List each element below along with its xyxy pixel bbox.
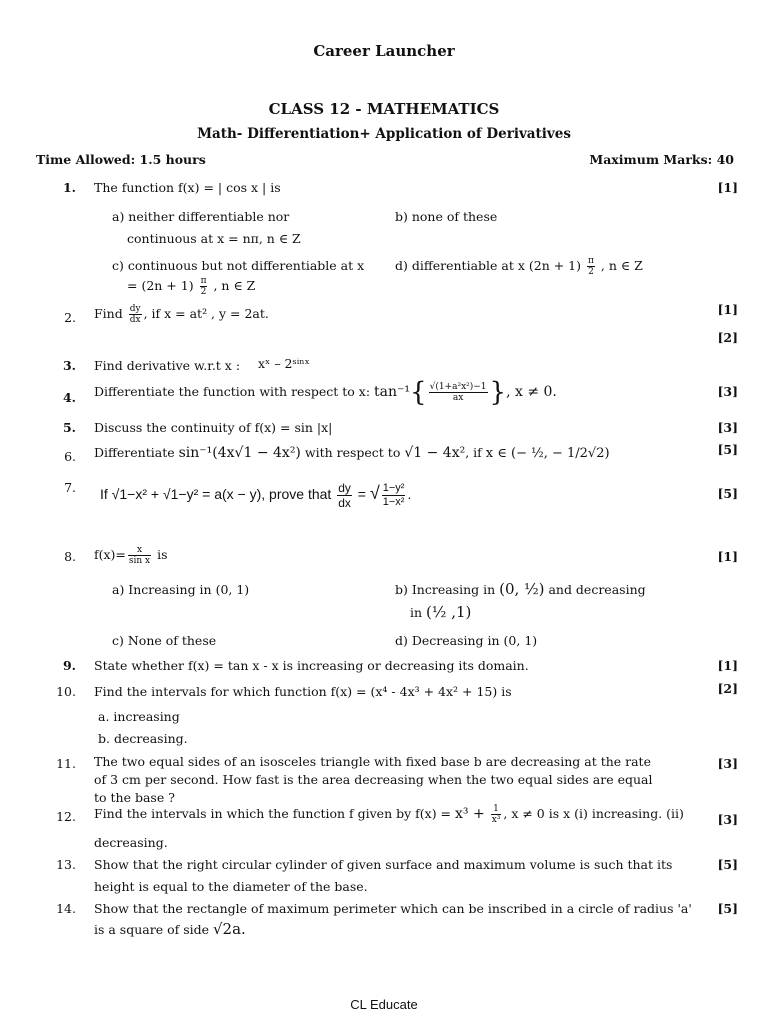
q2-number: 2. xyxy=(64,310,76,325)
q8-number: 8. xyxy=(64,549,76,564)
q4-marks: [3] xyxy=(717,384,738,399)
q10-marks: [2] xyxy=(717,681,738,696)
q6-marks: [5] xyxy=(717,442,738,457)
q7-marks: [5] xyxy=(717,486,738,501)
institution-title: Career Launcher xyxy=(313,42,455,60)
q10-part-a: a. increasing xyxy=(98,709,180,724)
q13-marks: [5] xyxy=(717,857,738,872)
q12-marks: [3] xyxy=(717,812,738,827)
q8-option-b-line1: b) Increasing in (0, ½) and decreasing xyxy=(395,580,646,598)
q1-option-a-line1: a) neither differentiable nor xyxy=(112,209,290,224)
class-title: CLASS 12 - MATHEMATICS xyxy=(268,100,500,118)
q5-number: 5. xyxy=(62,420,76,435)
q10-number: 10. xyxy=(56,684,76,699)
q1-marks: [1] xyxy=(717,180,738,195)
q12-text-line2: decreasing. xyxy=(94,835,168,850)
q1-option-c-line1: c) continuous but not differentiable at x xyxy=(112,258,365,273)
q12-text-line1: Find the intervals in which the function f given by f(x) = x³ + $\frac{1}{\text{x³}}$ , x ≠ 0 is x (i) increasing. (ii) xyxy=(94,804,684,825)
q8-option-c: c) None of these xyxy=(112,633,217,648)
q4-number: 4. xyxy=(62,390,76,405)
q7-number: 7. xyxy=(64,480,76,495)
q9-number: 9. xyxy=(62,658,76,673)
q2-marks-1: [1] xyxy=(717,302,738,317)
q9-text: State whether f(x) = tan x - x is increasing or decreasing its domain. xyxy=(94,658,529,673)
q14-marks: [5] xyxy=(717,901,738,916)
q11-number: 11. xyxy=(56,756,76,771)
q10-part-b: b. decreasing. xyxy=(98,731,188,746)
q8-option-b-line2: in (½ ,1) xyxy=(410,603,472,621)
q3-text: Find derivative w.r.t x : xyxy=(94,358,241,373)
q13-text-line2: height is equal to the diameter of the base. xyxy=(94,879,368,894)
q8-text: f(x)= $\frac{x}{\text{sin x}}$ is xyxy=(94,545,168,566)
q1-option-a-line2: continuous at x = nπ, n ∈ Z xyxy=(127,231,301,246)
q5-marks: [3] xyxy=(717,420,738,435)
q2-marks-2: [2] xyxy=(717,330,738,345)
q14-number: 14. xyxy=(56,901,76,916)
q4-text: Differentiate the function with respect to x: tan⁻¹{ $\frac{\text{√(1+a²x²)−1}}{ax}$ }, x ≠ 0. xyxy=(94,377,557,408)
q5-text: Discuss the continuity of f(x) = sin |x| xyxy=(94,420,333,435)
q10-text: Find the intervals for which function f(x) = (x⁴ - 4x³ + 4x² + 15) is xyxy=(94,684,512,699)
q14-text-line2: is a square of side √2a. xyxy=(94,920,246,938)
q1-text: The function f(x) = | cos x | is xyxy=(94,180,281,195)
q1-option-b: b) none of these xyxy=(395,209,498,224)
q13-number: 13. xyxy=(56,857,76,872)
q3-number: 3. xyxy=(62,358,76,373)
q9-marks: [1] xyxy=(717,658,738,673)
q13-text-line1: Show that the right circular cylinder of given surface and maximum volume is such that its xyxy=(94,857,673,872)
q1-number: 1. xyxy=(62,180,76,195)
q8-marks: [1] xyxy=(717,549,738,564)
q6-text: Differentiate sin⁻¹(4x√1 − 4x²) with respect to √1 − 4x², if x ∈ (− ½, − 1/2√2) xyxy=(94,445,610,461)
time-allowed: Time Allowed: 1.5 hours xyxy=(36,152,206,167)
q14-text-line1: Show that the rectangle of maximum perimeter which can be inscribed in a circle of radius 'a' xyxy=(94,901,692,916)
q11-text: The two equal sides of an isosceles triangle with fixed base b are decreasing at the rate of 3 cm per second. How fast is the area decreasing when the two equal sides are equal to the base ? xyxy=(94,754,653,805)
q7-text: If √1−x² + √1−y² = a(x − y), prove that $\frac{dy}{dx}$ = √ $\frac{\text{1−y²}}{\text{1−x²}}$ . xyxy=(100,481,412,510)
q8-option-a: a) Increasing in (0, 1) xyxy=(112,582,250,597)
q8-option-d: d) Decreasing in (0, 1) xyxy=(395,633,538,648)
footer-text: CL Educate xyxy=(350,997,418,1012)
q1-option-c-line2: = (2n + 1) $\frac{\pi}{2}$ , n ∈ Z xyxy=(127,276,256,297)
q3-expression: xˣ – 2ˢⁱⁿˣ xyxy=(258,356,310,371)
q1-option-d: d) differentiable at x (2n + 1) $\frac{\pi}{2}$ , n ∈ Z xyxy=(395,256,643,277)
subject-title: Math- Differentiation+ Application of Derivatives xyxy=(197,126,571,142)
q11-marks: [3] xyxy=(717,756,738,771)
q6-number: 6. xyxy=(64,449,76,464)
q2-text: Find $\frac{dy}{dx}$ , if x = at² , y = 2at. xyxy=(94,304,269,325)
q12-number: 12. xyxy=(56,809,76,824)
maximum-marks: Maximum Marks: 40 xyxy=(589,152,734,167)
